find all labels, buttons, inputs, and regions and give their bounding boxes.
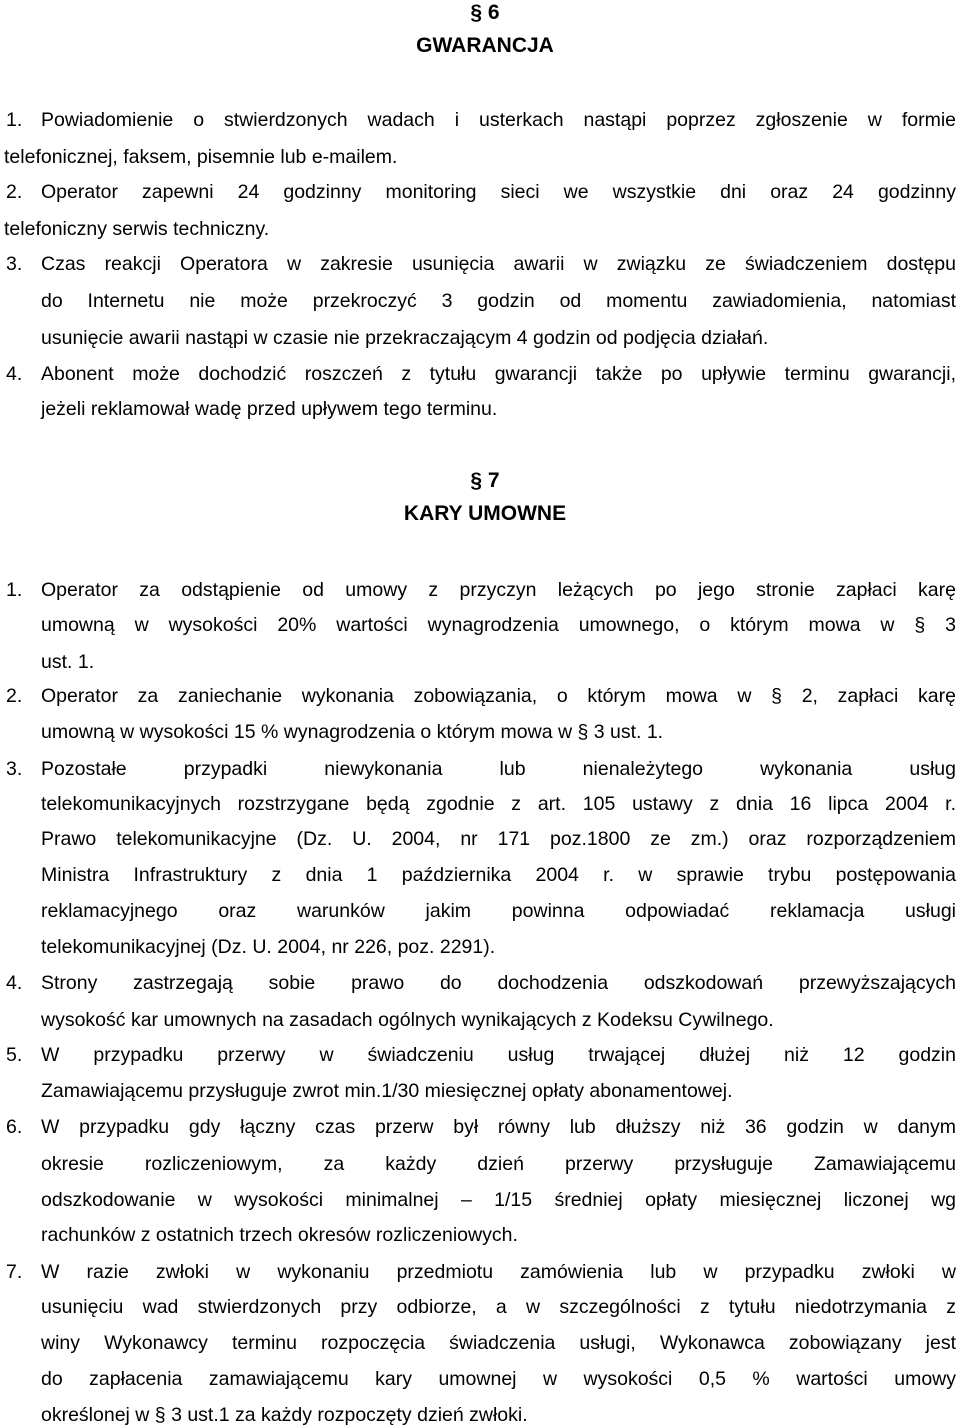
section-6-heading <box>0 0 960 59</box>
item-number: 2. <box>6 181 23 203</box>
item-line: usunięciu wad stwierdzonych przy odbiorze, a w szczególności z tytułu niedotrzymania z <box>41 1296 956 1318</box>
item-line: usunięcie awarii nastąpi w czasie nie przekraczającym 4 godzin od podjęcia działań. <box>41 327 769 349</box>
section-7-heading <box>0 468 960 527</box>
item-number: 1. <box>6 579 23 601</box>
item-line: określonej w § 3 ust.1 za każdy rozpoczęty dzień zwłoki. <box>41 1404 528 1426</box>
item-line: Operator za zaniechanie wykonania zobowiązania, o którym mowa w § 2, zapłaci karę <box>41 685 956 707</box>
item-line: W razie zwłoki w wykonaniu przedmiotu zamówienia lub w przypadku zwłoki w <box>41 1261 956 1283</box>
item-line: winy Wykonawcy terminu rozpoczęcia świadczenia usługi, Wykonawca zobowiązany jest <box>41 1332 956 1354</box>
item-line: telefonicznej, faksem, pisemnie lub e-mailem. <box>4 146 398 168</box>
item-line: Operator za odstąpienie od umowy z przyczyn leżących po jego stronie zapłaci karę <box>41 579 956 601</box>
section-7-title: KARY UMOWNE <box>403 502 567 525</box>
item-line: umowną w wysokości 20% wartości wynagrodzenia umownego, o którym mowa w § 3 <box>41 614 956 636</box>
item-number: 5. <box>6 1044 23 1066</box>
item-line: odszkodowanie w wysokości minimalnej – 1/15 średniej opłaty miesięcznej liczonej wg <box>41 1189 956 1211</box>
section-6-symbol: § 6 <box>470 1 500 24</box>
item-line: do Internetu nie może przekroczyć 3 godzin od momentu zawiadomienia, natomiast <box>41 290 956 312</box>
item-number: 4. <box>6 363 23 385</box>
item-line: do zapłacenia zamawiającemu kary umownej w wysokości 0,5 % wartości umowy <box>41 1368 956 1390</box>
item-number: 2. <box>6 685 23 707</box>
item-line: jeżeli reklamował wadę przed upływem tego terminu. <box>41 398 498 420</box>
item-line: telekomunikacyjnej (Dz. U. 2004, nr 226, poz. 2291). <box>41 936 496 958</box>
item-line: Pozostałe przypadki niewykonania lub nienależytego wykonania usług <box>41 758 956 780</box>
item-line: Czas reakcji Operatora w zakresie usunięcia awarii w związku ze świadczeniem dostępu <box>41 253 956 275</box>
item-number: 4. <box>6 972 23 994</box>
item-line: Prawo telekomunikacyjne (Dz. U. 2004, nr 171 poz.1800 ze zm.) oraz rozporządzeniem <box>41 828 956 850</box>
item-number: 1. <box>6 109 23 131</box>
section-6-title: GWARANCJA <box>416 34 554 57</box>
item-line: W przypadku przerwy w świadczeniu usług trwającej dłużej niż 12 godzin <box>41 1044 956 1066</box>
item-line: ust. 1. <box>41 651 95 673</box>
item-line: Abonent może dochodzić roszczeń z tytułu gwarancji także po upływie terminu gwarancji, <box>41 363 956 385</box>
section-7-symbol: § 7 <box>470 469 500 492</box>
item-line: Operator zapewni 24 godzinny monitoring sieci we wszystkie dni oraz 24 godzinny <box>41 181 956 203</box>
item-line: telefoniczny serwis techniczny. <box>4 218 270 240</box>
item-number: 3. <box>6 758 23 780</box>
item-line: umowną w wysokości 15 % wynagrodzenia o którym mowa w § 3 ust. 1. <box>41 721 664 743</box>
item-line: rachunków z ostatnich trzech okresów rozliczeniowych. <box>41 1224 518 1246</box>
item-line: Zamawiającemu przysługuje zwrot min.1/30 miesięcznej opłaty abonamentowej. <box>41 1080 733 1102</box>
item-number: 6. <box>6 1116 23 1138</box>
item-line: okresie rozliczeniowym, za każdy dzień przerwy przysługuje Zamawiającemu <box>41 1153 956 1175</box>
item-line: Ministra Infrastruktury z dnia 1 października 2004 r. w sprawie trybu postępowania <box>41 864 956 886</box>
item-line: reklamacyjnego oraz warunków jakim powinna odpowiadać reklamacja usługi <box>41 900 956 922</box>
item-line: telekomunikacyjnych rozstrzygane będą zgodnie z art. 105 ustawy z dnia 16 lipca 2004 r. <box>41 793 956 815</box>
item-line: W przypadku gdy łączny czas przerw był równy lub dłuższy niż 36 godzin w danym <box>41 1116 956 1138</box>
item-number: 3. <box>6 253 23 275</box>
item-line: Powiadomienie o stwierdzonych wadach i usterkach nastąpi poprzez zgłoszenie w formie <box>41 109 956 131</box>
item-line: Strony zastrzegają sobie prawo do dochodzenia odszkodowań przewyższających <box>41 972 956 994</box>
item-line: wysokość kar umownych na zasadach ogólnych wynikających z Kodeksu Cywilnego. <box>41 1009 774 1031</box>
item-number: 7. <box>6 1261 23 1283</box>
